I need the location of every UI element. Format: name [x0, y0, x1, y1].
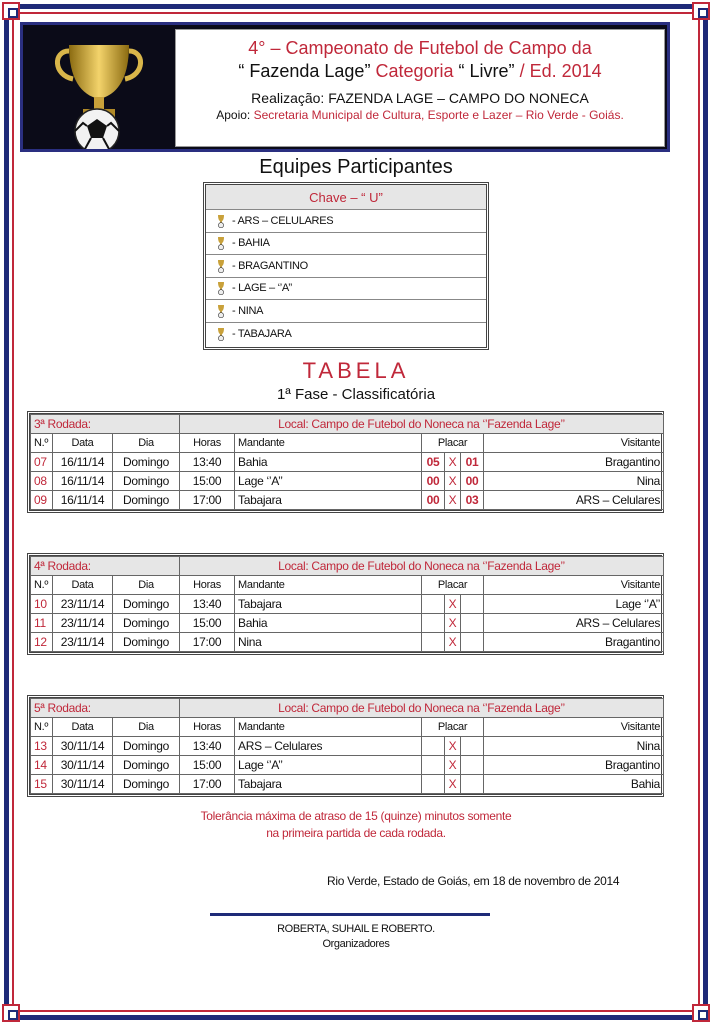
- away-team: Bahia: [484, 775, 664, 794]
- col-header-score: Placar: [422, 576, 484, 595]
- home-team: Nina: [235, 633, 422, 652]
- score-separator: X: [445, 472, 461, 491]
- col-header-day: Dia: [113, 434, 180, 453]
- home-score: 00: [422, 491, 445, 510]
- frame-corner-ornament: [2, 2, 20, 20]
- category-value: “ Livre”: [458, 61, 515, 81]
- home-score: [422, 633, 445, 652]
- away-team: Bragantino: [484, 756, 664, 775]
- game-day: Domingo: [113, 595, 180, 614]
- game-day: Domingo: [113, 756, 180, 775]
- away-score: [461, 633, 484, 652]
- home-score: [422, 595, 445, 614]
- home-score: [422, 737, 445, 756]
- away-score: 01: [461, 453, 484, 472]
- team-name: - ARS – CELULARES: [232, 214, 334, 227]
- trophy-icon: [216, 259, 226, 273]
- home-score: [422, 614, 445, 633]
- home-team: ARS – Celulares: [235, 737, 422, 756]
- game-day: Domingo: [113, 775, 180, 794]
- home-team: Lage ‘’A’’: [235, 472, 422, 491]
- col-header-away: Visitante: [484, 576, 664, 595]
- round-location: Local: Campo de Futebol do Noneca na ‘’Fazenda Lage’’: [180, 415, 664, 434]
- col-header-day: Dia: [113, 576, 180, 595]
- tolerance-note-line: na primeira partida de cada rodada.: [266, 826, 446, 840]
- away-score: [461, 614, 484, 633]
- game-time: 17:00: [180, 633, 235, 652]
- trophy-icon: [216, 327, 226, 341]
- game-time: 13:40: [180, 595, 235, 614]
- team-name: - LAGE – ‘’A’’: [232, 282, 293, 295]
- signature-line: [210, 913, 490, 916]
- home-team: Tabajara: [235, 491, 422, 510]
- game-time: 17:00: [180, 775, 235, 794]
- game-number: 12: [31, 633, 53, 652]
- game-day: Domingo: [113, 472, 180, 491]
- col-header-date: Data: [53, 434, 113, 453]
- column-header-row: [31, 434, 664, 453]
- signers-role: Organizadores: [322, 938, 390, 950]
- round-label: 4ª Rodada:: [31, 557, 180, 576]
- game-row: [31, 472, 664, 491]
- team-name: - BAHIA: [232, 237, 270, 250]
- away-score: [461, 775, 484, 794]
- round-header-row: [31, 415, 664, 434]
- group-title: Chave – “ U”: [206, 185, 486, 210]
- score-separator: X: [445, 453, 461, 472]
- frame-corner-ornament: [692, 2, 710, 20]
- col-header-number: N.º: [31, 718, 53, 737]
- col-header-home: Mandante: [235, 434, 422, 453]
- game-row: [31, 614, 664, 633]
- venue-name: “ Fazenda Lage”: [238, 61, 371, 81]
- game-row: [31, 595, 664, 614]
- game-time: 13:40: [180, 737, 235, 756]
- game-day: Domingo: [113, 614, 180, 633]
- game-row: [31, 775, 664, 794]
- category-label: Categoria: [375, 61, 454, 81]
- trophy-icon: [39, 39, 159, 149]
- round-header-row: [31, 557, 664, 576]
- frame-corner-ornament: [2, 1004, 20, 1022]
- header-title-box: [175, 29, 665, 147]
- round-table: [27, 411, 664, 513]
- game-time: 15:00: [180, 756, 235, 775]
- col-header-day: Dia: [113, 718, 180, 737]
- game-date: 30/11/14: [53, 737, 113, 756]
- signers-names: ROBERTA, SUHAIL E ROBERTO.: [277, 923, 435, 935]
- game-row: [31, 491, 664, 510]
- game-date: 23/11/14: [53, 614, 113, 633]
- game-time: 17:00: [180, 491, 235, 510]
- score-separator: X: [445, 756, 461, 775]
- round-location: Local: Campo de Futebol do Noneca na ‘’Fazenda Lage’’: [180, 699, 664, 718]
- game-day: Domingo: [113, 737, 180, 756]
- edition-label: / Ed. 2014: [519, 61, 602, 81]
- tolerance-note: [0, 808, 712, 842]
- team-name: - TABAJARA: [232, 327, 292, 340]
- schedule-title: TABELA: [302, 358, 410, 383]
- game-number: 14: [31, 756, 53, 775]
- game-date: 16/11/14: [53, 472, 113, 491]
- away-team: Nina: [484, 737, 664, 756]
- tolerance-note-line: Tolerância máxima de atraso de 15 (quinze) minutos somente: [200, 809, 512, 823]
- game-number: 10: [31, 595, 53, 614]
- sponsor-line: [176, 108, 664, 122]
- col-header-time: Horas: [180, 434, 235, 453]
- col-header-time: Horas: [180, 718, 235, 737]
- round-table: [27, 695, 664, 797]
- frame-corner-ornament: [692, 1004, 710, 1022]
- home-team: Tabajara: [235, 775, 422, 794]
- away-team: Bragantino: [484, 633, 664, 652]
- score-separator: X: [445, 491, 461, 510]
- sponsor-text: Secretaria Municipal de Cultura, Esporte e Lazer – Rio Verde - Goiás.: [253, 108, 624, 122]
- game-number: 13: [31, 737, 53, 756]
- team-row: [206, 210, 486, 233]
- round-table: [27, 553, 664, 655]
- game-date: 30/11/14: [53, 756, 113, 775]
- away-team: Lage ‘’A’’: [484, 595, 664, 614]
- game-time: 15:00: [180, 472, 235, 491]
- col-header-date: Data: [53, 576, 113, 595]
- team-row: [206, 300, 486, 323]
- col-header-time: Horas: [180, 576, 235, 595]
- trophy-icon: [216, 214, 226, 228]
- col-header-number: N.º: [31, 576, 53, 595]
- organizer-line: Realização: FAZENDA LAGE – CAMPO DO NONECA: [251, 90, 589, 106]
- home-team: Lage ‘’A’’: [235, 756, 422, 775]
- game-date: 16/11/14: [53, 491, 113, 510]
- away-score: 00: [461, 472, 484, 491]
- phase-title: 1ª Fase - Classificatória: [276, 386, 436, 403]
- round-label: 5ª Rodada:: [31, 699, 180, 718]
- col-header-away: Visitante: [484, 718, 664, 737]
- home-score: [422, 756, 445, 775]
- round-header-row: [31, 699, 664, 718]
- score-separator: X: [445, 614, 461, 633]
- col-header-home: Mandante: [235, 718, 422, 737]
- away-team: ARS – Celulares: [484, 491, 664, 510]
- col-header-away: Visitante: [484, 434, 664, 453]
- away-team: Bragantino: [484, 453, 664, 472]
- game-day: Domingo: [113, 491, 180, 510]
- away-score: 03: [461, 491, 484, 510]
- col-header-score: Placar: [422, 718, 484, 737]
- game-row: [31, 633, 664, 652]
- game-day: Domingo: [113, 453, 180, 472]
- home-score: 05: [422, 453, 445, 472]
- score-separator: X: [445, 595, 461, 614]
- away-score: [461, 756, 484, 775]
- home-team: Tabajara: [235, 595, 422, 614]
- home-team: Bahia: [235, 614, 422, 633]
- game-date: 16/11/14: [53, 453, 113, 472]
- away-team: Nina: [484, 472, 664, 491]
- col-header-home: Mandante: [235, 576, 422, 595]
- col-header-score: Placar: [422, 434, 484, 453]
- round-label: 3ª Rodada:: [31, 415, 180, 434]
- trophy-icon: [216, 281, 226, 295]
- home-team: Bahia: [235, 453, 422, 472]
- game-row: [31, 737, 664, 756]
- game-day: Domingo: [113, 633, 180, 652]
- round-location: Local: Campo de Futebol do Noneca na ‘’Fazenda Lage’’: [180, 557, 664, 576]
- team-name: - NINA: [232, 304, 264, 317]
- game-time: 15:00: [180, 614, 235, 633]
- game-number: 07: [31, 453, 53, 472]
- trophy-icon: [216, 236, 226, 250]
- championship-subtitle: [176, 61, 664, 82]
- column-header-row: [31, 576, 664, 595]
- game-number: 11: [31, 614, 53, 633]
- game-date: 23/11/14: [53, 633, 113, 652]
- team-row: [206, 255, 486, 278]
- col-header-date: Data: [53, 718, 113, 737]
- game-date: 30/11/14: [53, 775, 113, 794]
- signature-block: [0, 922, 712, 952]
- place-date: Rio Verde, Estado de Goiás, em 18 de novembro de 2014: [327, 874, 620, 888]
- championship-title: 4° – Campeonato de Futebol de Campo da: [248, 38, 592, 58]
- trophy-icon: [216, 304, 226, 318]
- team-row: [206, 278, 486, 301]
- teams-box: [203, 182, 489, 350]
- game-row: [31, 756, 664, 775]
- team-row: [206, 323, 486, 346]
- game-number: 09: [31, 491, 53, 510]
- away-score: [461, 595, 484, 614]
- away-score: [461, 737, 484, 756]
- home-score: [422, 775, 445, 794]
- away-team: ARS – Celulares: [484, 614, 664, 633]
- team-name: - BRAGANTINO: [232, 259, 308, 272]
- teams-section-title: Equipes Participantes: [259, 156, 453, 178]
- score-separator: X: [445, 633, 461, 652]
- header-banner: [20, 22, 670, 152]
- game-row: [31, 453, 664, 472]
- game-number: 08: [31, 472, 53, 491]
- game-time: 13:40: [180, 453, 235, 472]
- col-header-number: N.º: [31, 434, 53, 453]
- game-date: 23/11/14: [53, 595, 113, 614]
- column-header-row: [31, 718, 664, 737]
- game-number: 15: [31, 775, 53, 794]
- home-score: 00: [422, 472, 445, 491]
- sponsor-label: Apoio:: [216, 108, 251, 122]
- team-row: [206, 233, 486, 256]
- score-separator: X: [445, 775, 461, 794]
- score-separator: X: [445, 737, 461, 756]
